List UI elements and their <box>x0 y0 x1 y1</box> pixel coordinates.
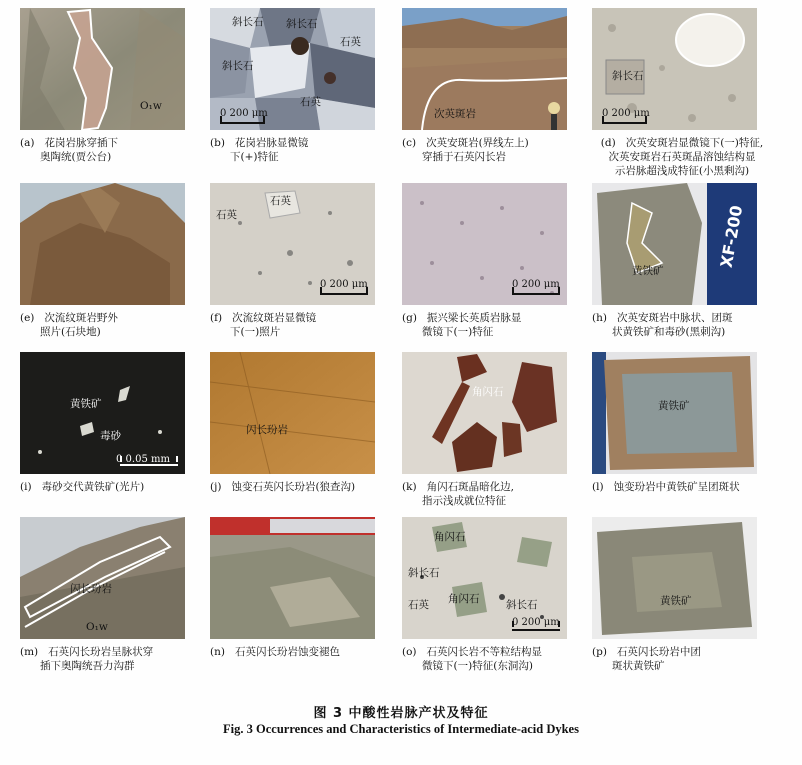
panel-j <box>210 352 375 494</box>
micrograph-dacite <box>592 8 757 130</box>
label-quartz-2: 石英 <box>300 96 321 108</box>
panel-p <box>592 517 782 673</box>
scale-bar-i: 0 0.05 mm <box>116 454 170 465</box>
label-formation-m: O₁w <box>86 621 108 633</box>
figure-title-en: Fig. 3 Occurrences and Characteristics of Intermediate-acid Dykes <box>223 722 579 736</box>
label-plagioclase-o1: 斜长石 <box>408 567 440 579</box>
caption-o: (o) 石英闪长岩不等粒结构显 微镜下(一)特征(东洞沟) <box>402 646 543 672</box>
label-diorite-porphyrite-j: 闪长玢岩 <box>246 424 288 436</box>
label-dacite: 次英斑岩 <box>434 108 476 120</box>
photo-alteration-fading <box>210 517 375 639</box>
label-pyrite-i: 黄铁矿 <box>70 398 102 410</box>
panel-c <box>402 8 567 164</box>
label-pyrite-p: 黄铁矿 <box>660 595 692 607</box>
label-plagioclase-3: 斜长石 <box>222 60 254 72</box>
label-diorite-porphyrite-m: 闪长玢岩 <box>70 583 112 595</box>
caption-b: (b) 花岗岩脉显微镜 下(+)特征 <box>210 137 309 163</box>
panel-i <box>20 352 185 494</box>
figure-title-cn: 图 3 中酸性岩脉产状及特征 <box>313 706 489 721</box>
label-hornblende-o1: 角闪石 <box>434 531 466 543</box>
caption-m: (m) 石英闪长玢岩呈脉状穿 插下奥陶统吾力沟群 <box>20 646 154 672</box>
caption-i: (i) 毒砂交代黄铁矿(光片) <box>20 481 145 493</box>
caption-k: (k) 角闪石斑晶暗化边, 指示浅成就位特征 <box>402 481 514 507</box>
scale-bar-b: 0 200 μm <box>220 108 268 119</box>
photo-diorite-porphyrite-vein <box>20 517 185 639</box>
micrograph-rhyolite <box>210 183 375 305</box>
panel-b <box>210 8 375 164</box>
photo-pyrite-spots <box>592 352 757 474</box>
polished-section-arsenopyrite <box>20 352 185 474</box>
photo-pyrite-clusters <box>592 517 757 639</box>
caption-g: (g) 振兴梁长英质岩脉显 微镜下(一)特征 <box>402 312 522 338</box>
label-formation: O₁w <box>140 100 162 112</box>
panel-n <box>210 517 375 659</box>
panel-h <box>592 183 782 339</box>
micrograph-hornblende <box>402 352 567 474</box>
panel-d <box>592 8 782 178</box>
label-xf200: XF-200 <box>716 203 747 270</box>
caption-l: (l) 蚀变玢岩中黄铁矿呈团斑状 <box>592 481 740 493</box>
label-plagioclase-1: 斜长石 <box>232 16 264 28</box>
panel-e <box>20 183 185 339</box>
caption-n: (n) 石英闪长玢岩蚀变褪色 <box>210 646 340 658</box>
caption-e: (e) 次流纹斑岩野外 照片(石块地) <box>20 312 118 338</box>
panel-l <box>592 352 782 494</box>
micrograph-granite-crossed <box>210 8 375 130</box>
label-plagioclase: 斜长石 <box>612 70 644 82</box>
label-arsenopyrite: 毒砂 <box>100 430 121 442</box>
panel-o <box>402 517 567 673</box>
label-plagioclase-2: 斜长石 <box>286 18 318 30</box>
label-quartz-f2: 石英 <box>216 209 237 221</box>
panel-k <box>402 352 567 508</box>
label-hornblende-k: 角闪石 <box>472 386 504 398</box>
caption-f: (f) 次流纹斑岩显微镜 下(一)照片 <box>210 312 317 338</box>
label-plagioclase-o2: 斜长石 <box>506 599 538 611</box>
caption-j: (j) 蚀变石英闪长玢岩(狼查沟) <box>210 481 356 493</box>
label-pyrite-h: 黄铁矿 <box>632 265 664 277</box>
photo-pyrite-veins <box>592 183 757 305</box>
scale-bar-f: 0 200 μm <box>320 279 368 290</box>
panel-m <box>20 517 185 673</box>
panel-f <box>210 183 375 339</box>
caption-a: (a) 花岗岩脉穿插下 奥陶统(贾公台) <box>20 137 118 163</box>
label-quartz-o: 石英 <box>408 599 429 611</box>
scale-bar-o: 0 200 μm <box>512 617 560 628</box>
scale-bar-g: 0 200 μm <box>512 279 560 290</box>
caption-c: (c) 次英安斑岩(界线左上) 穿插于石英闪长岩 <box>402 137 529 163</box>
caption-p: (p) 石英闪长玢岩中团 斑状黄铁矿 <box>592 646 701 672</box>
photo-dacite-porphyry <box>402 8 567 130</box>
micrograph-quartz-diorite <box>402 517 567 639</box>
label-hornblende-o2: 角闪石 <box>448 593 480 605</box>
label-quartz-1: 石英 <box>340 36 361 48</box>
panel-g <box>402 183 567 339</box>
label-quartz-f1: 石英 <box>270 195 291 207</box>
photo-quartz-diorite-porphyrite <box>210 352 375 474</box>
micrograph-felsic-dyke <box>402 183 567 305</box>
caption-d: (d) 次英安斑岩显微镜下(一)特征, 次英安斑岩石英斑晶溶蚀结构显 示岩脉超浅成特征(小黑剩沟) <box>600 137 764 177</box>
label-pyrite-l: 黄铁矿 <box>658 400 690 412</box>
caption-h: (h) 次英安斑岩中脉状、团斑 状黄铁矿和毒砂(黑刺沟) <box>592 312 733 338</box>
scale-bar-d: 0 200 μm <box>602 108 650 119</box>
panel-a <box>20 8 185 164</box>
photo-rhyolite-porphyry <box>20 183 185 305</box>
photo-granite-dyke <box>20 8 185 130</box>
